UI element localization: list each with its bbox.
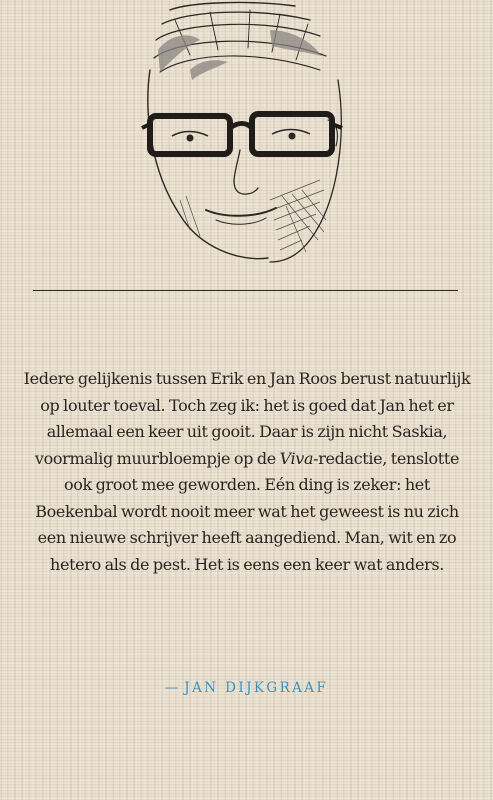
attribution <box>0 680 493 696</box>
portrait-illustration <box>120 0 370 290</box>
quote-text <box>22 366 472 578</box>
attribution-dash: — <box>164 680 179 696</box>
eyes <box>172 130 310 142</box>
attribution-name: JAN DIJKGRAAF <box>184 680 329 696</box>
beard-hatching <box>180 180 326 252</box>
quote-text-before: Iedere gelijkenis tussen Erik en Jan Roos berust natuurlijk op louter toeval. Toch zeg ik: het is goed dat Jan het er allemaal een keer uit gooit. Daar is zijn nicht Saskia, voormalig muurbloempje op de <box>23 369 471 468</box>
quote-italic-word: Viva <box>279 448 314 468</box>
nose-mouth <box>206 150 276 224</box>
glasses <box>142 114 342 154</box>
quote-text-after: -redactie, tenslotte ook groot mee geworden. Eén ding is zeker: het Boekenbal wordt nooit meer wat het geweest is nu zich een nieuwe schrijver heeft aangediend. Man, wit en zo hetero als de pest. Het is eens een keer wat anders. <box>35 448 460 574</box>
section-divider <box>33 290 458 291</box>
